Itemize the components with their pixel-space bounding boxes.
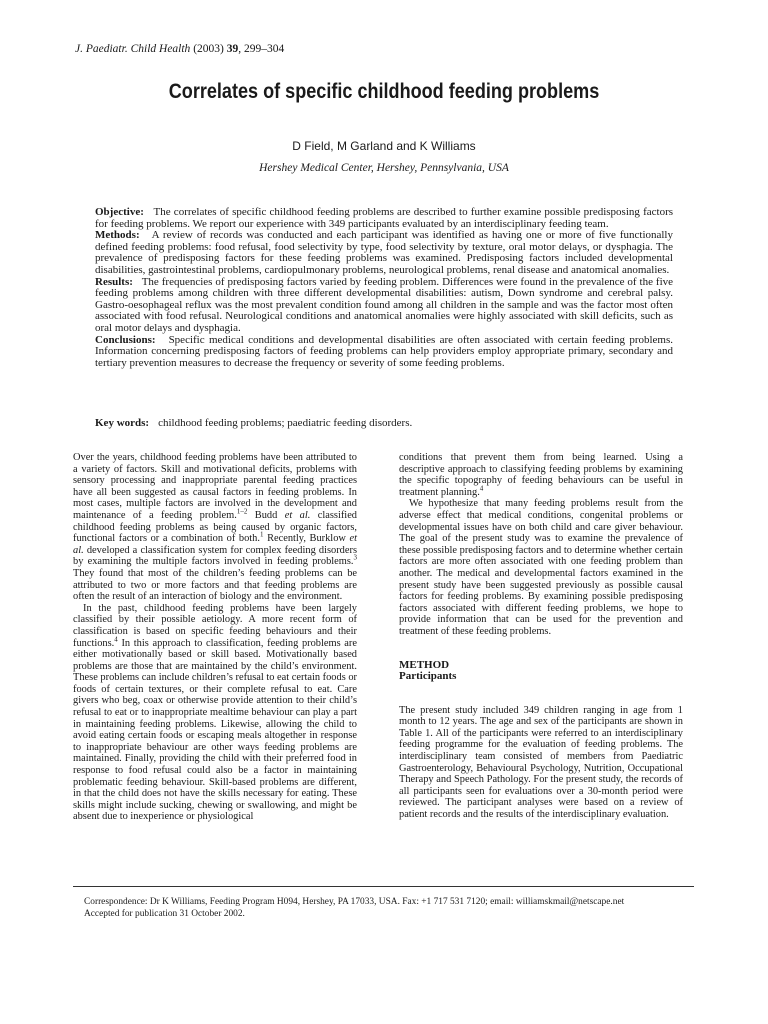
- citation-ref: 1: [259, 530, 264, 539]
- journal-name: J. Paediatr. Child Health: [75, 43, 191, 55]
- methods-text: A review of records was conducted and each participant was identified as having one or more of five functionally defined feeding problems: food refusal, food selectivity by type, food selectivity by texture, oral motor delays, or dysphagia. The prevalence of predisposing factors for these feeding problems was examined. Predisposing factors included developmental disabilities, gastrointestinal problems, cardiopulmonary problems, neurological problems, renal disease and anatomical anomalies.: [95, 229, 673, 276]
- left-p2-b: In this approach to classification, feeding problems are either motivationally based or skill based. Motivationally based problems are those that are maintained by the child’s environment. These problems can include children’s refusal to eat certain foods or foods of certain textures, or their complete refusal to eat. Care givers who beg, coax or otherwise provide attention to their child’s refusal to eat or to inappropriate mealtime behaviour can play a part in maintaining feeding problems. Likewise, allowing the child to avoid eating certain foods or escaping meals altogether in response to inappropriate behaviour are other ways feeding problems are maintained. Finally, providing the child with their preferred food in response to food refusal could also be a factor in maintaining problematic feeding behaviour. Skill-based problems are different, in that the child does not have the skills necessary for eating. These skills might include sucking, chewing or swallowing, and might be absent due to inexperience or physiological: [73, 637, 357, 823]
- objective-label: Objective:: [95, 206, 144, 218]
- citation-ref: 3: [353, 553, 357, 562]
- left-p1-a: Over the years, childhood feeding problems have been attributed to a variety of factors. Skill and motivational deficits, problems with sensory processing and inappropriate parental feeding practices have all been suggested as causal factors in feeding problems. In most cases, multiple factors are involved in the development and maintenance of a feeding problem.: [73, 452, 357, 521]
- results-text: The frequencies of predisposing factors varied by feeding problem. Differences were found in the prevalence of the five feeding problems among children with three different developmental disabilities: autism, Down syndrome and cerebral palsy. Gastro-oesophageal reflux was the most prevalent condition found among all children in the sample and was the factor most often associated with food refusal. Neurological conditions and anatomical anomalies were highly associated with skill deficits, such as oral motor delays and dysphagia.: [95, 275, 674, 334]
- abstract-conclusions: [95, 335, 673, 370]
- citation-ref: 1–2: [236, 507, 248, 516]
- left-paragraph-2: [73, 603, 357, 823]
- journal-pages: , 299–304: [238, 43, 285, 55]
- left-p1-f: They found that most of the children’s feeding problems can be attributed to two or more factors and that feeding problems are often the result of an interaction of biology and the environment.: [73, 567, 357, 603]
- keywords: [95, 417, 673, 429]
- article-affiliation: Hershey Medical Center, Hershey, Pennsylvania, USA: [259, 162, 509, 174]
- right-p1-a: conditions that prevent them from being learned. Using a descriptive approach to classifying feeding problems by examining the specific topography of feeding behaviours can be useful in treatment planning.: [399, 452, 683, 498]
- methods-label: Methods:: [95, 229, 140, 242]
- conclusions-text: Specific medical conditions and developmental disabilities are often associated with certain feeding problems. Information concerning predisposing factors of feeding problems can help providers employ appropriate primary, secondary and tertiary prevention measures to decrease the frequency or severity of some feeding problems.: [95, 333, 674, 369]
- objective-text: The correlates of specific childhood feeding problems are described to further examine possible predisposing factors for feeding problems. We report our experience with 349 participants evaluated by an interdisciplinary feeding team.: [95, 206, 674, 230]
- et-al: et al.: [73, 533, 358, 556]
- left-paragraph-1: [73, 452, 357, 603]
- body-column-left: [73, 452, 357, 823]
- left-p1-d: Recently, Burklow: [263, 533, 350, 545]
- right-paragraph-2: We hypothesize that many feeding problems result from the adverse effect that medical conditions, congenital problems or developmental issues have on both child and care giver behaviour. The goal of the present study was to examine the prevalence of these possible predisposing factors and to determine whether certain factors are more often associated with one feeding problem than another. The medical and developmental factors examined in the present study have been suggested previously as possible causal factors for feeding problems. By examining possible predisposing factors associated with different feeding problems, we hope to provide information that can be used for the prevention and treatment of these feeding problems.: [399, 498, 683, 637]
- left-p2-a: In the past, childhood feeding problems have been largely classified by their possible aetiology. A more recent form of classification is based on specific feeding behaviours and their functions.: [73, 602, 357, 649]
- abstract-objective: [95, 207, 673, 230]
- abstract: [95, 207, 673, 369]
- right-paragraph-1: [399, 452, 683, 498]
- article-title: Correlates of specific childhood feeding problems: [168, 80, 600, 103]
- section-spacer: [399, 683, 683, 705]
- left-p1-b: Budd: [247, 509, 285, 521]
- body-column-right: [399, 452, 683, 821]
- article-authors: D Field, M Garland and K Williams: [292, 139, 476, 153]
- section-heading-method: METHOD: [399, 658, 450, 671]
- citation-ref: 4: [114, 635, 118, 644]
- accepted-note: Accepted for publication 31 October 2002.: [84, 908, 245, 919]
- abstract-results: [95, 277, 673, 335]
- right-paragraph-3: The present study included 349 children ranging in age from 1 month to 12 years. The age and sex of the participants are shown in Table 1. All of the participants were referred to an interdisciplinary feeding programme for the evaluation of feeding problems. The interdisciplinary team consisted of members from Paediatric Gastroenterology, Behavioural Psychology, Nutrition, Occupational Therapy and Speech Pathology. For the present study, the records of all participants seen for evaluations over a 30-month period were reviewed. The participant analyses were based on a review of patient records and the results of the interdisciplinary evaluation.: [399, 704, 683, 821]
- left-p1-c: classified childhood feeding problems as being caused by organic factors, functional factors or a combination of both.: [73, 509, 358, 545]
- journal-volume: 39: [226, 43, 239, 55]
- subsection-heading-participants: Participants: [399, 670, 457, 683]
- section-spacer: [399, 638, 683, 660]
- et-al: et al.: [284, 509, 311, 521]
- footer-divider: [73, 886, 694, 887]
- keywords-text: childhood feeding problems; paediatric feeding disorders.: [158, 417, 413, 429]
- abstract-methods: [95, 230, 673, 276]
- correspondence-note: Correspondence: Dr K Williams, Feeding Program H094, Hershey, PA 17033, USA. Fax: +1 717 531 7120; email: williamskmail@netscape.net: [84, 897, 625, 907]
- keywords-label: Key words:: [95, 417, 150, 429]
- journal-year: (2003): [193, 43, 224, 55]
- citation-ref: 4: [479, 484, 484, 493]
- conclusions-label: Conclusions:: [95, 333, 156, 346]
- footer-notes: [84, 897, 704, 920]
- results-label: Results:: [95, 275, 133, 288]
- journal-citation: [75, 43, 284, 55]
- left-p1-e: developed a classification system for complex feeding disorders by examining the multiple factors involved in feeding problems.: [73, 544, 357, 568]
